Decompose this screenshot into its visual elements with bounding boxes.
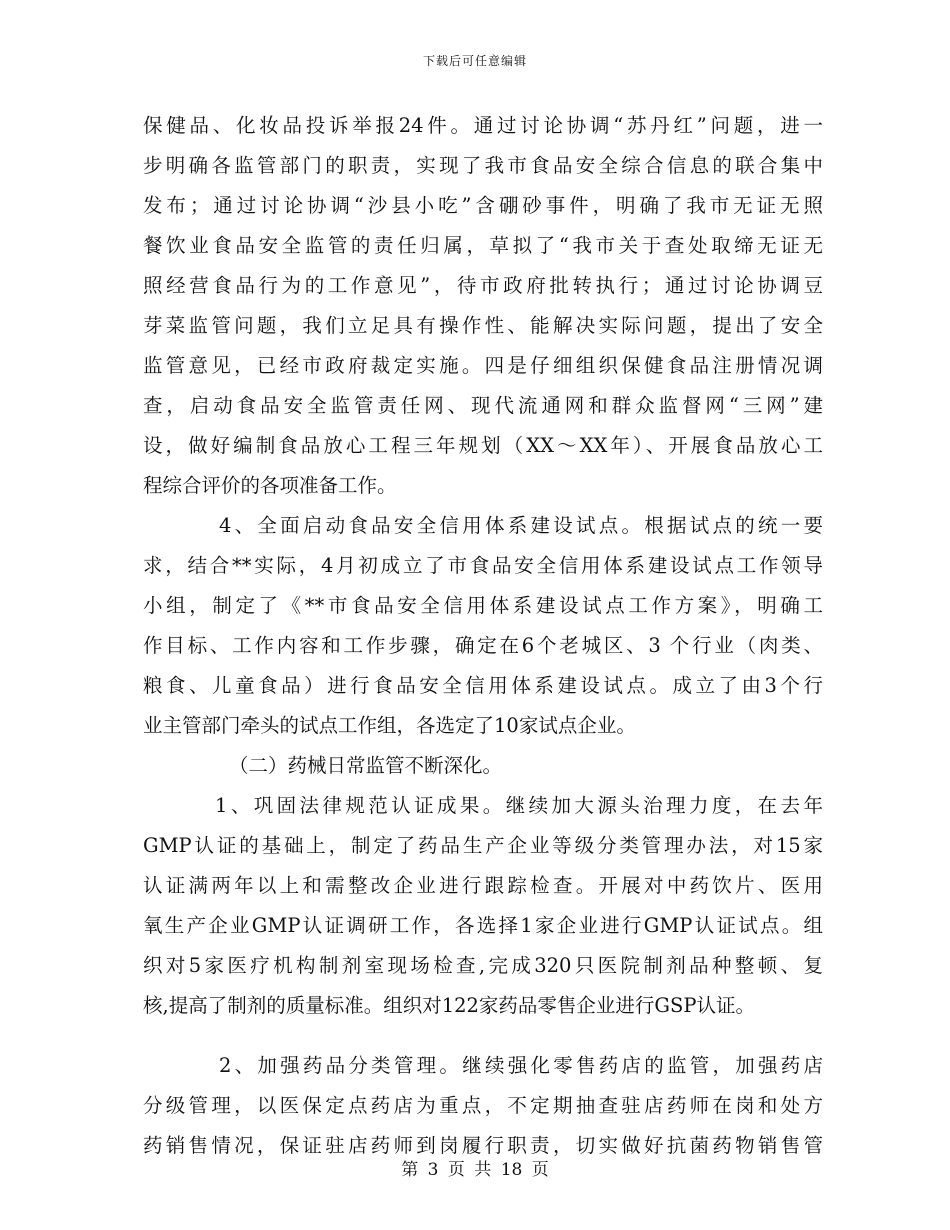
text-line: 程综合评价的各项准备工作。 — [143, 474, 397, 497]
text-line: 药销售情况，保证驻店药师到岗履行职责，切实做好抗菌药物销售管 — [143, 1134, 823, 1157]
text-line: 织对5家医疗机构制剂室现场检查,完成320只医院制剂品种整顿、复 — [143, 954, 823, 977]
page-number-footer: 第 3 页 共 18 页 — [401, 1160, 549, 1180]
text-line: 认证满两年以上和需整改企业进行跟踪检查。开展对中药饮片、医用 — [143, 874, 823, 897]
text-line: 小组，制定了《**市食品安全信用体系建设试点工作方案》，明确工 — [143, 594, 823, 617]
text-line: 作目标、工作内容和工作步骤，确定在6个老城区、3 个行业（肉类、 — [143, 634, 823, 657]
text-line: 设，做好编制食品放心工程三年规划（XX～XX年）、开展食品放心工 — [143, 434, 823, 457]
text-line: 分级管理，以医保定点药店为重点，不定期抽查驻店药师在岗和处方 — [143, 1094, 823, 1117]
paragraph-start-line: 4、全面启动食品安全信用体系建设试点。根据试点的统一要 — [219, 514, 823, 537]
document-body — [143, 106, 823, 1166]
text-line: 监管意见，已经市政府裁定实施。四是仔细组织保健食品注册情况调 — [143, 354, 823, 377]
text-line: 业主管部门牵头的试点工作组，各选定了10家试点企业。 — [143, 714, 636, 737]
paragraph-gap — [143, 1026, 823, 1046]
text-line: 求，结合**实际，4月初成立了市食品安全信用体系建设试点工作领导 — [143, 554, 823, 577]
text-line: 芽菜监管问题，我们立足具有操作性、能解决实际问题，提出了安全 — [143, 314, 823, 337]
text-line: 氧生产企业GMP认证调研工作，各选择1家企业进行GMP认证试点。组 — [143, 914, 823, 937]
text-line: 保健品、化妆品投诉举报24件。通过讨论协调“苏丹红”问题，进一 — [143, 114, 823, 137]
paragraph-start-line: 1、巩固法律规范认证成果。继续加大源头治理力度，在去年 — [215, 794, 823, 817]
section-heading: （二）药械日常监管不断深化。 — [229, 754, 503, 777]
paragraph-start-line: 2、加强药品分类管理。继续强化零售药店的监管，加强药店 — [219, 1054, 823, 1077]
text-line: 照经营食品行为的工作意见”，待市政府批转执行；通过讨论协调豆 — [143, 274, 823, 297]
text-line: 核,提高了制剂的质量标准。组织对122家药品零售企业进行GSP认证。 — [143, 994, 755, 1017]
page-header-note: 下载后可任意编辑 — [422, 54, 527, 68]
text-line: 粮食、儿童食品）进行食品安全信用体系建设试点。成立了由3个行 — [143, 674, 823, 697]
text-line: GMP认证的基础上，制定了药品生产企业等级分类管理办法，对15家 — [143, 834, 823, 857]
text-line: 查，启动食品安全监管责任网、现代流通网和群众监督网“三网”建 — [143, 394, 823, 417]
text-line: 发布；通过讨论协调“沙县小吃”含硼砂事件，明确了我市无证无照 — [143, 194, 823, 217]
text-line: 步明确各监管部门的职责，实现了我市食品安全综合信息的联合集中 — [143, 154, 823, 177]
text-line: 餐饮业食品安全监管的责任归属，草拟了“我市关于查处取缔无证无 — [143, 234, 823, 257]
